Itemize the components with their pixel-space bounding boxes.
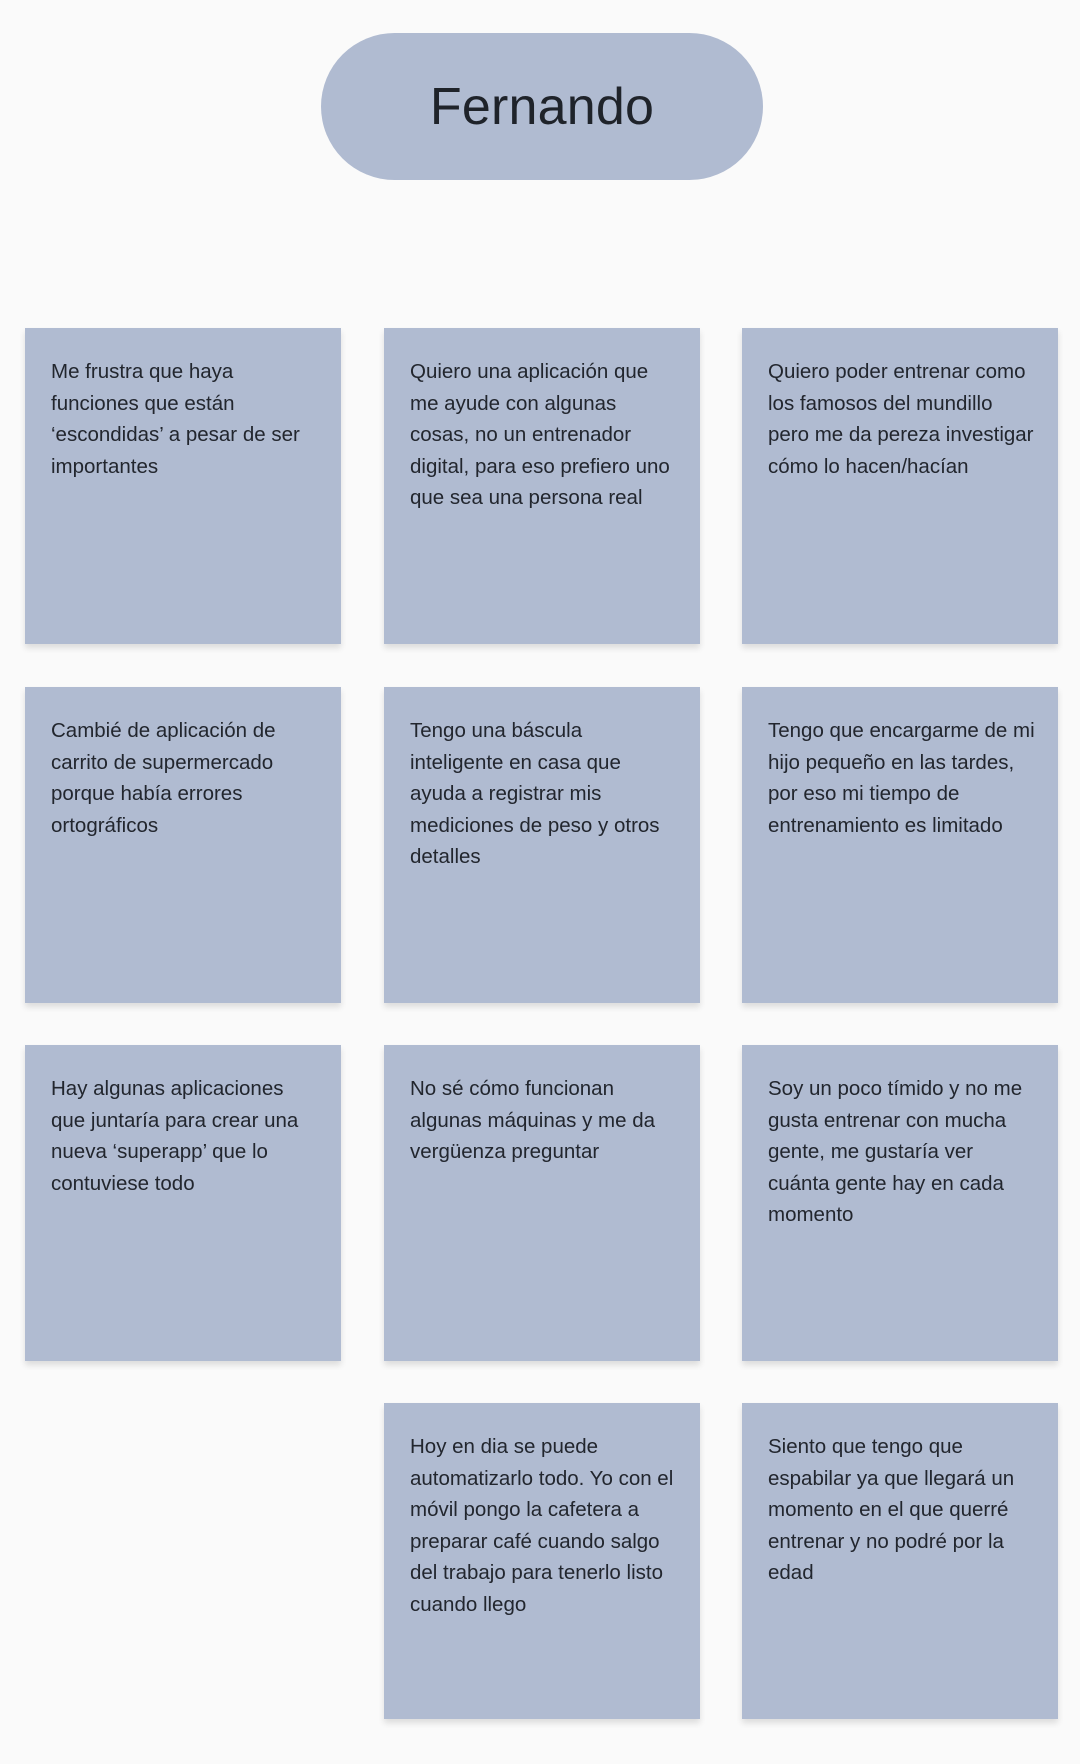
sticky-note xyxy=(742,1045,1058,1361)
sticky-note xyxy=(384,1045,700,1361)
sticky-note-text: Tengo una báscula inteligente en casa que ayuda a registrar mis mediciones de peso y otros detalles xyxy=(410,719,660,869)
sticky-note-text: Tengo que encargarme de mi hijo pequeño en las tardes, por eso mi tiempo de entrenamiento es limitado xyxy=(768,719,1035,837)
sticky-note-text: Soy un poco tímido y no me gusta entrenar con mucha gente, me gustaría ver cuánta gente hay en cada momento xyxy=(768,1077,1023,1227)
sticky-note xyxy=(742,328,1058,644)
persona-title-pill xyxy=(321,33,763,180)
sticky-note-text: Quiero una aplicación que me ayude con algunas cosas, no un entrenador digital, para eso prefiero uno que sea una persona real xyxy=(410,360,670,510)
sticky-note xyxy=(384,687,700,1003)
sticky-note-text: Cambié de aplicación de carrito de supermercado porque había errores ortográficos xyxy=(51,719,276,837)
sticky-note-text: Me frustra que haya funciones que están ‘escondidas’ a pesar de ser importantes xyxy=(51,360,300,478)
sticky-note-text: Quiero poder entrenar como los famosos del mundillo pero me da pereza investigar cómo lo hacen/hacían xyxy=(768,360,1034,478)
sticky-note-text: No sé cómo funcionan algunas máquinas y me da vergüenza preguntar xyxy=(410,1077,656,1164)
sticky-note xyxy=(742,1403,1058,1719)
sticky-note xyxy=(742,687,1058,1003)
persona-name: Fernando xyxy=(429,77,655,136)
sticky-note xyxy=(25,328,341,644)
sticky-note xyxy=(25,1045,341,1361)
sticky-note-text: Hoy en dia se puede automatizarlo todo. Yo con el móvil pongo la cafetera a preparar café cuando salgo del trabajo para tenerlo listo cuando llego xyxy=(410,1435,674,1616)
sticky-note-text: Hay algunas aplicaciones que juntaría para crear una nueva ‘superapp’ que lo contuviese todo xyxy=(51,1077,299,1195)
sticky-note xyxy=(384,328,700,644)
sticky-note xyxy=(25,687,341,1003)
sticky-note-text: Siento que tengo que espabilar ya que llegará un momento en el que querré entrenar y no podré por la edad xyxy=(768,1435,1015,1585)
sticky-note xyxy=(384,1403,700,1719)
